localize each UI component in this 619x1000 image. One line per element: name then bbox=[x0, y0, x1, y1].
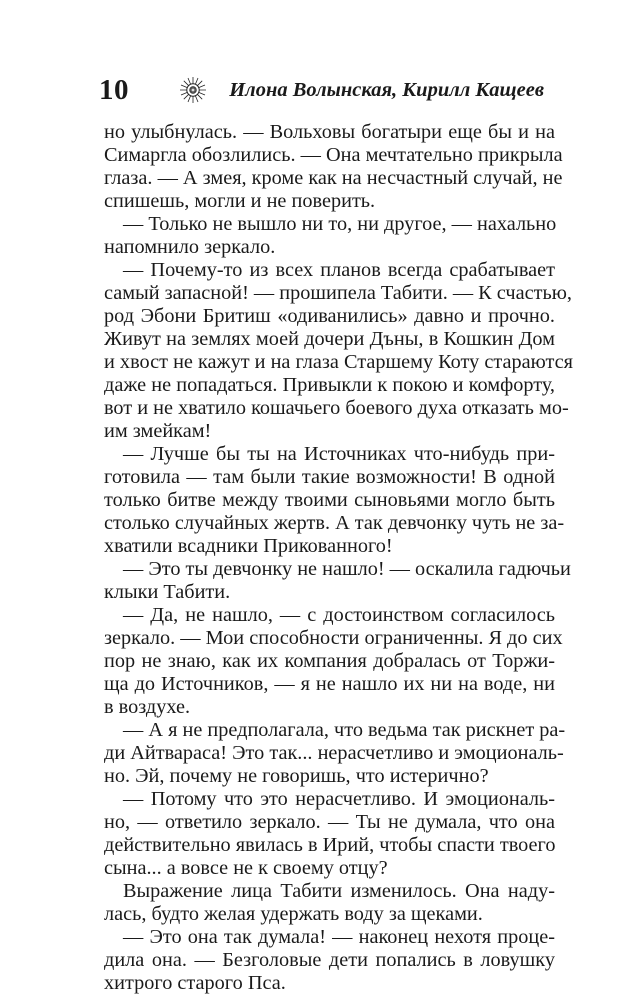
text-line: сына... а вовсе не к своему отцу? bbox=[104, 857, 388, 879]
text-line: и хвост не кажут и на глаза Старшему Коту стараются bbox=[104, 351, 573, 373]
text-line: но, — ответило зеркало. — Ты не думала, что она bbox=[104, 811, 555, 833]
text-line: Симаргла обозлились. — Она мечтательно прикрыла bbox=[104, 144, 563, 166]
text-line: — Это она так думала! — наконец нехотя проце- bbox=[123, 926, 555, 948]
text-line: столько случайных жертв. А так девчонку чуть не за- bbox=[104, 512, 565, 534]
text-line: даже не попадаться. Привыкли к покою и комфорту, bbox=[104, 374, 555, 396]
text-line: им змейкам! bbox=[104, 420, 212, 442]
text-line: зеркало. — Мои способности ограниченны. Я до сих bbox=[104, 627, 563, 649]
text-line: напомнило зеркало. bbox=[104, 236, 276, 258]
text-line: но. Эй, почему не говоришь, что истерично? bbox=[104, 765, 489, 787]
text-line: хватили всадники Прикованного! bbox=[104, 535, 393, 557]
text-line: — Потому что это нерасчетливо. И эмоциональ- bbox=[123, 788, 555, 810]
text-line: действительно явилась в Ирий, чтобы спасти твоего bbox=[104, 834, 556, 856]
text-line: глаза. — А змея, кроме как на несчастный случай, не bbox=[104, 167, 563, 189]
text-line: ди Айтвараса! Это так... нерасчетливо и эмоциональ- bbox=[104, 742, 564, 764]
text-line: пор не знаю, как их компания добралась от Торжи- bbox=[104, 650, 555, 672]
text-line: — Почему-то из всех планов всегда срабатывает bbox=[123, 259, 555, 281]
text-line: клыки Табити. bbox=[104, 581, 231, 603]
text-line: — А я не предполагала, что ведьма так рискнет ра- bbox=[123, 719, 566, 741]
text-line: лась, будто желая удержать воду за щеками. bbox=[104, 903, 483, 925]
book-authors-title: Илона Волынская, Кирилл Кащеев bbox=[229, 78, 544, 101]
body-text bbox=[104, 121, 573, 995]
text-line: самый запасной! — прошипела Табити. — К счастью, bbox=[104, 282, 572, 304]
text-line: готовила — там были такие возможности! В одной bbox=[104, 466, 555, 488]
text-line: спишешь, могли и не поверить. bbox=[104, 190, 376, 212]
sun-ornament-icon bbox=[179, 76, 207, 104]
text-line: дила она. — Безголовые дети попались в ловушку bbox=[104, 949, 555, 971]
text-line: — Это ты девчонку не нашло! — оскалила гадючьи bbox=[123, 558, 571, 580]
text-line: — Только не вышло ни то, ни другое, — нахально bbox=[123, 213, 557, 235]
text-line: хитрого старого Пса. bbox=[104, 972, 286, 994]
text-line: но улыбнулась. — Вольховы богатыри еще бы и на bbox=[104, 121, 555, 143]
text-line: — Лучше бы ты на Источниках что-нибудь при- bbox=[123, 443, 555, 465]
text-line: только битве между твоими сыновьями могло быть bbox=[104, 489, 555, 511]
text-line: в воздухе. bbox=[104, 696, 191, 718]
page-number: 10 bbox=[99, 73, 129, 106]
text-line: род Эбони Бритиш «одиванились» давно и прочно. bbox=[104, 305, 555, 327]
text-line: ща до Источников, — я не нашло их ни на воде, ни bbox=[104, 673, 555, 695]
text-line: Живут на землях моей дочери Дъны, в Кошкин Дом bbox=[104, 328, 555, 350]
text-line: вот и не хватило кошачьего боевого духа отказать мо- bbox=[104, 397, 569, 419]
running-header bbox=[99, 70, 544, 110]
text-line: — Да, не нашло, — с достоинством согласилось bbox=[123, 604, 555, 626]
text-line: Выражение лица Табити изменилось. Она наду- bbox=[123, 880, 555, 902]
